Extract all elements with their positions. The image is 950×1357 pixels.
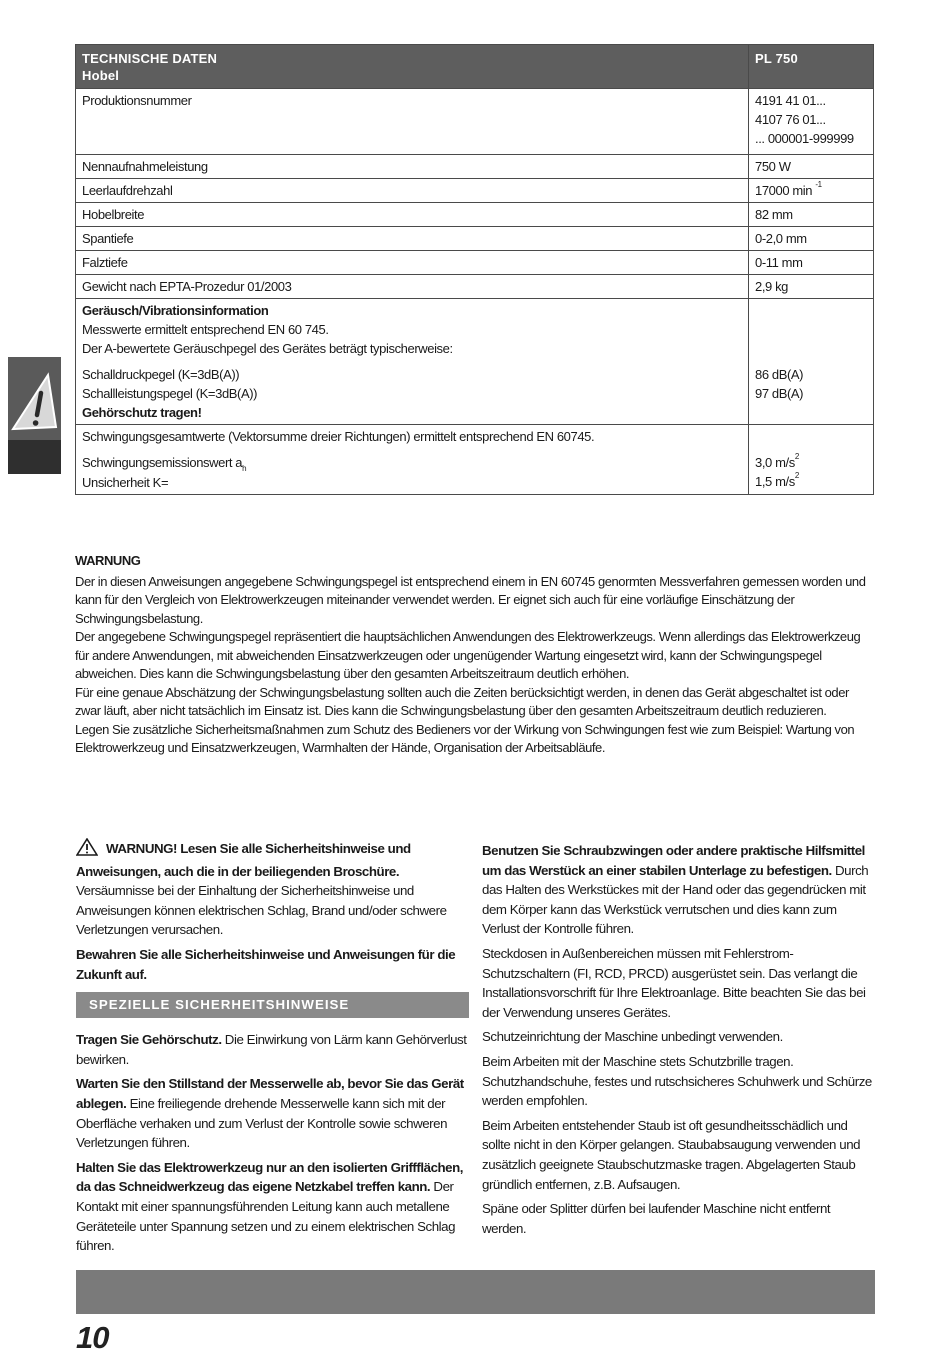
safety-item: Beim Arbeiten mit der Maschine stets Schutzbrille tragen. Schutzhandschuhe, festes und rutschsicheres Schuhwerk und Schürze werden empfohlen.: [482, 1053, 872, 1109]
general-warning-text: Versäumnisse bei der Einhaltung der Sicherheitshinweise und Anweisungen können elektrischen Schlag, Brand und/oder schwere Verletzungen verursachen.: [76, 883, 447, 938]
safety-item: [76, 1074, 469, 1152]
sound-power-label: Schallleistungspegel (K=3dB(A)): [82, 386, 258, 401]
safety-item-bold: Tragen Sie Gehörschutz.: [76, 1032, 222, 1048]
safety-item-bold: Halten Sie das Elektrowerkzeug nur an den isolierten Griffflächen, da das Schneidwerkzeug das eigene Netzkabel treffen kann.: [76, 1159, 464, 1195]
warning-side-tab: [8, 357, 61, 474]
safety-item-text: Eine freiliegende drehende Messerwelle kann sich mit der Oberfläche verhaken und zum Verlust der Kontrolle sowie schweren Verletzungen führen.: [76, 1095, 448, 1151]
safety-item: [482, 841, 875, 939]
safety-item-text: Die Einwirkung von Lärm kann Gehörverlust bewirken.: [76, 1032, 467, 1067]
noise-line: Messwerte ermittelt entsprechend EN 60 745.: [82, 322, 329, 337]
vibration-emission-label: [82, 453, 742, 473]
safety-item-text: Durch das Halten des Werkstückes mit der Hand oder das gegendrücken mit dem Körper kann das Werkstück verrutschen und dies kann zum Verlust der Kontrolle führen.: [482, 862, 869, 937]
noise-line: Der A-bewertete Geräuschpegel des Gerätes beträgt typischerweise:: [82, 341, 453, 356]
section-header: SPEZIELLE SICHERHEITSHINWEISE: [76, 992, 469, 1018]
row-value: 0-2,0 mm: [749, 227, 874, 251]
emission-label-text: Schwingungsemissionswert a: [82, 455, 243, 470]
table-row: [76, 155, 874, 179]
sound-pressure-label: Schalldruckpegel (K=3dB(A)): [82, 367, 240, 382]
value-line: 4191 41 01...: [755, 93, 826, 108]
vibration-info-cell: [76, 425, 749, 495]
table-header-row: [76, 45, 874, 89]
table-row: [76, 275, 874, 299]
row-value: 2,9 kg: [749, 275, 874, 299]
uncertainty-label: Unsicherheit K=: [82, 475, 169, 490]
vibration-emission-value: [755, 453, 867, 472]
keep-instructions: Bewahren Sie alle Sicherheitshinweise und Anweisungen für die Zukunft auf.: [76, 946, 456, 982]
warning-tab-square: [8, 357, 61, 440]
table-row: [76, 89, 874, 155]
emission-value-text: 3,0 m/s: [755, 455, 795, 470]
emission-subscript: h: [242, 464, 247, 473]
vibration-intro: Schwingungsgesamtwerte (Vektorsumme dreier Richtungen) ermittelt entsprechend EN 60745.: [82, 429, 595, 444]
table-header-title-cell: [76, 45, 749, 89]
noise-heading: Geräusch/Vibrationsinformation: [82, 303, 269, 318]
warning-paragraph: Der in diesen Anweisungen angegebene Schwingungspegel ist entsprechend einem in EN 60745 genormten Messverfahren gemessen worden und kann für den Vergleich von Elektrowerkzeugen miteinander verwendet werden. Er eignet sich auch für eine vorläufige Einschätzung der Schwingungsbelastung.: [75, 573, 866, 626]
safety-item-text: Der Kontakt mit einer spannungsführenden Leitung kann auch metallene Geräteteile unter Spannung setzen und zu einem elektrischen Schlag führen.: [76, 1179, 456, 1254]
noise-row: [76, 299, 874, 425]
row-label: Hobelbreite: [76, 203, 749, 227]
row-label: Falztiefe: [76, 251, 749, 275]
warning-paragraph: Der angegebene Schwingungspegel repräsentiert die hauptsächlichen Anwendungen des Elektrowerkzeugs. Wenn allerdings das Elektrowerkzeug für andere Anwendungen, mit abweichenden Einsatzwerkzeugen oder ungenügender Wartung eingesetzt wird, kann der Schwingungspegel abweichen. Dies kann die Schwingungsbelastung über den gesamten Arbeitszeitraum deutlich erhöhen.: [75, 629, 861, 681]
uncertainty-value: [755, 472, 867, 491]
table-row: [76, 203, 874, 227]
table-model: PL 750: [749, 45, 874, 89]
row-label: Nennaufnahmeleistung: [76, 155, 749, 179]
safety-item: Späne oder Splitter dürfen bei laufender Maschine nicht entfernt werden.: [482, 1201, 831, 1236]
unit-superscript: 2: [794, 452, 799, 461]
row-label: Leerlaufdrehzahl: [76, 179, 749, 203]
hearing-protection-note: Gehörschutz tragen!: [82, 405, 202, 420]
table-title: TECHNISCHE DATEN: [82, 51, 218, 66]
row-value: 0-11 mm: [749, 251, 874, 275]
exclamation-warning-icon: [8, 357, 61, 440]
table-row: [76, 179, 874, 203]
vibration-row: [76, 425, 874, 495]
general-warning-bold: WARNUNG! Lesen Sie alle Sicherheitshinweise und Anweisungen, auch die in der beiliegenden Broschüre.: [76, 841, 411, 879]
row-value: 82 mm: [749, 203, 874, 227]
noise-values-cell: [749, 299, 874, 425]
row-value: 750 W: [749, 155, 874, 179]
row-value: [749, 89, 874, 155]
value-line: 4107 76 01...: [755, 112, 826, 127]
uncertainty-value-text: 1,5 m/s: [755, 474, 795, 489]
page-number: 10: [76, 1320, 109, 1355]
row-label: Spantiefe: [76, 227, 749, 251]
row-label: Produktionsnummer: [76, 89, 749, 155]
noise-info-cell: [76, 299, 749, 425]
technical-data-table: [75, 44, 874, 495]
table-row: [76, 251, 874, 275]
safety-item: [76, 1158, 469, 1256]
sound-pressure-value: 86 dB(A): [755, 367, 804, 382]
warning-paragraph: Für eine genaue Abschätzung der Schwingungsbelastung sollten auch die Zeiten berücksichtigt werden, in denen das Gerät abgeschaltet ist oder zwar läuft, aber nicht tatsächlich im Einsatz ist. Dies kann die Schwingungsbelastung über den gesamten Arbeitszeitraum deutlich reduzieren.: [75, 684, 849, 718]
safety-item: [76, 1030, 469, 1069]
table-subtitle: Hobel: [82, 68, 120, 83]
safety-item: Steckdosen in Außenbereichen müssen mit Fehlerstrom-Schutzschaltern (FI, RCD, PRCD) ausgerüstet sein. Das verlangt die Installationsvorschrift für Ihre Elektroanlage. Bitte beachten Sie das bei der Verwendung unseres Gerätes.: [482, 945, 866, 1020]
table-row: [76, 227, 874, 251]
row-label: Gewicht nach EPTA-Prozedur 01/2003: [76, 275, 749, 299]
warning-paragraph: Legen Sie zusätzliche Sicherheitsmaßnahmen zum Schutz des Bedieners vor der Wirkung von Schwingungen fest wie zum Beispiel: Wartung von Elektrowerkzeug und Einsatzwerkzeugen, Warmhalten der Hände, Organisation der Arbeitsabläufe.: [75, 721, 855, 755]
row-value: [749, 179, 874, 203]
sound-power-value: 97 dB(A): [755, 386, 804, 401]
vibration-values-cell: [749, 425, 874, 495]
speed-exponent: -1: [815, 180, 822, 189]
safety-item: Schutzeinrichtung der Maschine unbedingt verwenden.: [482, 1029, 783, 1045]
safety-item-bold: Benutzen Sie Schraubzwingen oder andere praktische Hilfsmittel um das Werstück an einer stabilen Unterlage zu befestigen.: [482, 843, 865, 878]
safety-left-column: [76, 838, 469, 1261]
warning-triangle-icon: [76, 838, 98, 862]
general-warning: [76, 838, 469, 940]
speed-value: 17000 min: [755, 183, 813, 198]
vibration-warning-block: [75, 552, 870, 758]
safety-item: Beim Arbeiten entstehender Staub ist oft gesundheitsschädlich und sollte nicht in den Körper gelangen. Staubabsaugung verwenden und zusätzlich geeignete Staubschutzmaske tragen. Abgelagerten Staub gründlich entfernen, z.B. Aufsaugen.: [482, 1117, 861, 1192]
warning-title: WARNUNG: [75, 553, 141, 568]
footer-bar: [76, 1270, 875, 1314]
value-line: ... 000001-999999: [755, 131, 854, 146]
safety-item-bold: Warten Sie den Stillstand der Messerwelle ab, bevor Sie das Gerät ablegen.: [76, 1076, 464, 1111]
unit-superscript: 2: [794, 471, 799, 480]
safety-right-column: [482, 841, 875, 1243]
